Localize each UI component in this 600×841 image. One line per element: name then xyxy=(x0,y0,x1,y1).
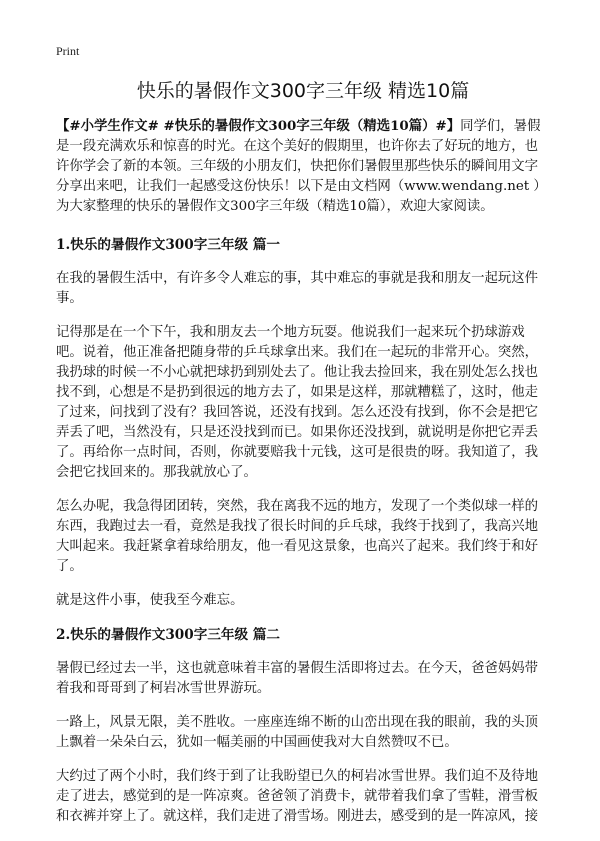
section-1-paragraph-1: 在我的暑假生活中，有许多令人难忘的事，其中难忘的事就是我和朋友一起玩这件事。 xyxy=(56,271,539,306)
print-label: Print xyxy=(56,44,80,58)
article-body xyxy=(56,116,550,841)
section-1-paragraph-3: 怎么办呢，我急得团团转，突然，我在离我不远的地方，发现了一个类似球一样的东西，我跑过去一看，竟然是我找了很长时间的乒乓球，我终于找到了，我高兴地大叫起来。我赶紧拿着球给朋友，他一看见这景象，也高兴了起来。我们终于和好了。 xyxy=(56,499,539,574)
section-heading-1: 1.快乐的暑假作文300字三年级 篇一 xyxy=(56,237,281,253)
page-title: 快乐的暑假作文300字三年级 精选10篇 xyxy=(136,80,470,102)
intro-paragraph xyxy=(56,116,550,217)
section-1-paragraph-2: 记得那是在一个下午，我和朋友去一个地方玩耍。他说我们一起来玩个扔球游戏吧。说着，他正准备把随身带的乒乓球拿出来。我们在一起玩的非常开心。突然，我扔球的时候一不小心就把球扔到别处去了。他让我去捡回来，我在别处怎么找也找不到，心想是不是扔到很远的地方去了，如果是这样，那就糟糕了，这时，他走了过来，问找到了没有？我回答说，还没有找到。怎么还没有找到，你不会是把它弄丢了吧，当然没有，只是还没找到而已。如果你还没找到，就说明是你把它弄丢了。再给你一点时间，否则，你就要赔我十元钱，这可是很贵的呀。我知道了，我会把它找回来的。那我就放心了。 xyxy=(56,325,539,480)
section-2-paragraph-1: 暑假已经过去一半，这也就意味着丰富的暑假生活即将过去。在今天，爸爸妈妈带着我和哥哥到了柯岩冰雪世界游玩。 xyxy=(56,661,539,696)
section-1-paragraph-4: 就是这件小事，使我至今难忘。 xyxy=(56,593,244,608)
section-heading-2: 2.快乐的暑假作文300字三年级 篇二 xyxy=(56,627,281,643)
section-2-paragraph-3: 大约过了两个小时，我们终于到了让我盼望已久的柯岩冰雪世界。我们迫不及待地走了进去，感觉到的是一阵凉爽。爸爸领了消费卡，就带着我们拿了雪鞋，滑雪板和衣裤并穿上了。就这样，我们走进了滑雪场。刚进去，感受到的是一阵凉风，接 xyxy=(56,769,539,824)
intro-lead: 【#小学生作文# #快乐的暑假作文300字三年级（精选10篇）#】 xyxy=(56,118,461,134)
intro-text: 同学们，暑假是一段充满欢乐和惊喜的时光。在这个美好的假期里，也许你去了好玩的地方，也许你学会了新的本领。三年级的小朋友们，快把你们暑假里那些快乐的瞬间用文字分享出来吧，让我们一起感受这份快乐！以下是由文档网（www.wendang.net ）为大家整理的快乐的暑假作文300字三年级（精选10篇），欢迎大家阅读。 xyxy=(56,119,547,214)
section-2-paragraph-2: 一路上，风景无限，美不胜收。一座座连绵不断的山峦出现在我的眼前，我的头顶上飘着一朵朵白云，犹如一幅美丽的中国画使我对大自然赞叹不已。 xyxy=(56,715,539,750)
